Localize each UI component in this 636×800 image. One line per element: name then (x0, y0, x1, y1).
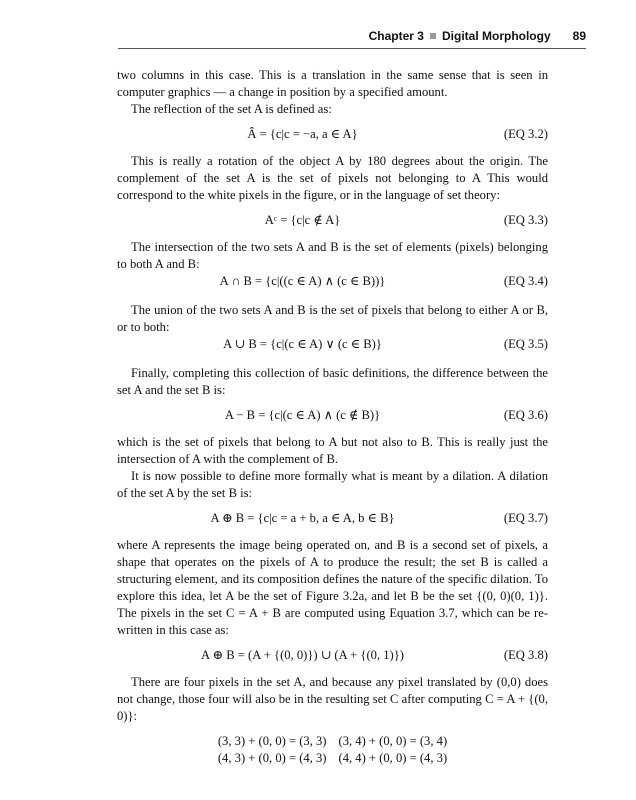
chapter-title: Digital Morphology (441, 29, 551, 43)
equation-label: (EQ 3.3) (503, 213, 548, 227)
equation-3-5 (117, 336, 548, 353)
page-number: 89 (572, 29, 586, 43)
equation-3-8 (117, 647, 548, 664)
equation-label: (EQ 3.4) (503, 274, 548, 288)
paragraph-four-pixels: There are four pixels in the set A, and because any pixel translated by (0,0) does not change, those four will also be in the resulting set C after computing C = A + {(0, 0)}: (117, 675, 548, 723)
paragraph-translation: two columns in this case. This is a translation in the same sense that is seen in computer graphics — a change in position by a specified amount. (117, 68, 548, 99)
equation-3-6 (117, 407, 548, 424)
paragraph-union: The union of the two sets A and B is the set of pixels that belong to either A or B, or to both: (117, 303, 548, 334)
paragraph-dilation: It is now possible to define more formally what is meant by a dilation. A dilation of the set A by the set B is: (117, 469, 548, 500)
equation-3-7 (117, 510, 548, 527)
body-text (117, 67, 548, 767)
equation-formula: A ⊕ B = {c|c = a + b, a ∈ A, b ∈ B} (210, 511, 395, 525)
running-header (118, 28, 586, 49)
equation-formula: Â = {c|c = −a, a ∈ A} (247, 127, 358, 141)
equation-formula: A ∪ B = {c|(c ∈ A) ∨ (c ∈ B)} (223, 337, 382, 351)
paragraph-complement: This is really a rotation of the object A by 180 degrees about the origin. The complement of the set A is the set of pixels not belonging to A This would correspond to the white pixels in the figure, or in the language of set theory: (117, 154, 548, 202)
equation-formula: A ⊕ B = (A + {(0, 0)}) ∪ (A + {(0, 1)}) (200, 648, 404, 662)
separator-square-icon (430, 33, 436, 39)
paragraph-reflection: The reflection of the set A is defined as: (131, 102, 332, 116)
equation-formula: Aᶜ = {c|c ∉ A} (264, 213, 341, 227)
equation-label: (EQ 3.5) (503, 337, 548, 351)
translation-entry: (3, 4) + (0, 0) = (3, 4) (338, 734, 448, 748)
equation-3-2 (117, 126, 548, 143)
translation-entry: (4, 3) + (0, 0) = (4, 3) (217, 751, 327, 765)
chapter-label: Chapter 3 (368, 29, 424, 43)
equation-label: (EQ 3.8) (503, 648, 548, 662)
equation-formula: A − B = {c|(c ∈ A) ∧ (c ∉ B)} (224, 408, 381, 422)
translation-entry: (3, 3) + (0, 0) = (3, 3) (217, 734, 327, 748)
paragraph-intersection: The intersection of the two sets A and B is the set of elements (pixels) belonging to both A and B: (117, 240, 548, 271)
equation-label: (EQ 3.6) (503, 408, 548, 422)
equation-label: (EQ 3.2) (503, 127, 548, 141)
equation-3-4 (117, 273, 548, 290)
paragraph-structuring-element: where A represents the image being operated on, and B is a second set of pixels, a shape that operates on the pixels of A to produce the result; the set B is called a structuring element, and its composition defines the nature of the specific dilation. To explore this idea, let A be the set of Figure 3.2a, and let B be the set {(0, 0)(0, 1)}. The pixels in the set C = A + B are computed using Equation 3.7, which can be re-written in this case as: (117, 538, 548, 637)
paragraph-difference: Finally, completing this collection of basic definitions, the difference between the set A and the set B is: (117, 366, 548, 397)
translation-entry: (4, 4) + (0, 0) = (4, 3) (338, 751, 448, 765)
equation-3-3 (117, 212, 548, 229)
translation-row (117, 733, 548, 750)
translation-row (117, 750, 548, 767)
equation-formula: A ∩ B = {c|((c ∈ A) ∧ (c ∈ B))} (219, 274, 386, 288)
paragraph-difference-explained: which is the set of pixels that belong to A but not also to B. This is really just the intersection of A with the complement of B. (117, 435, 548, 466)
equation-label: (EQ 3.7) (503, 511, 548, 525)
